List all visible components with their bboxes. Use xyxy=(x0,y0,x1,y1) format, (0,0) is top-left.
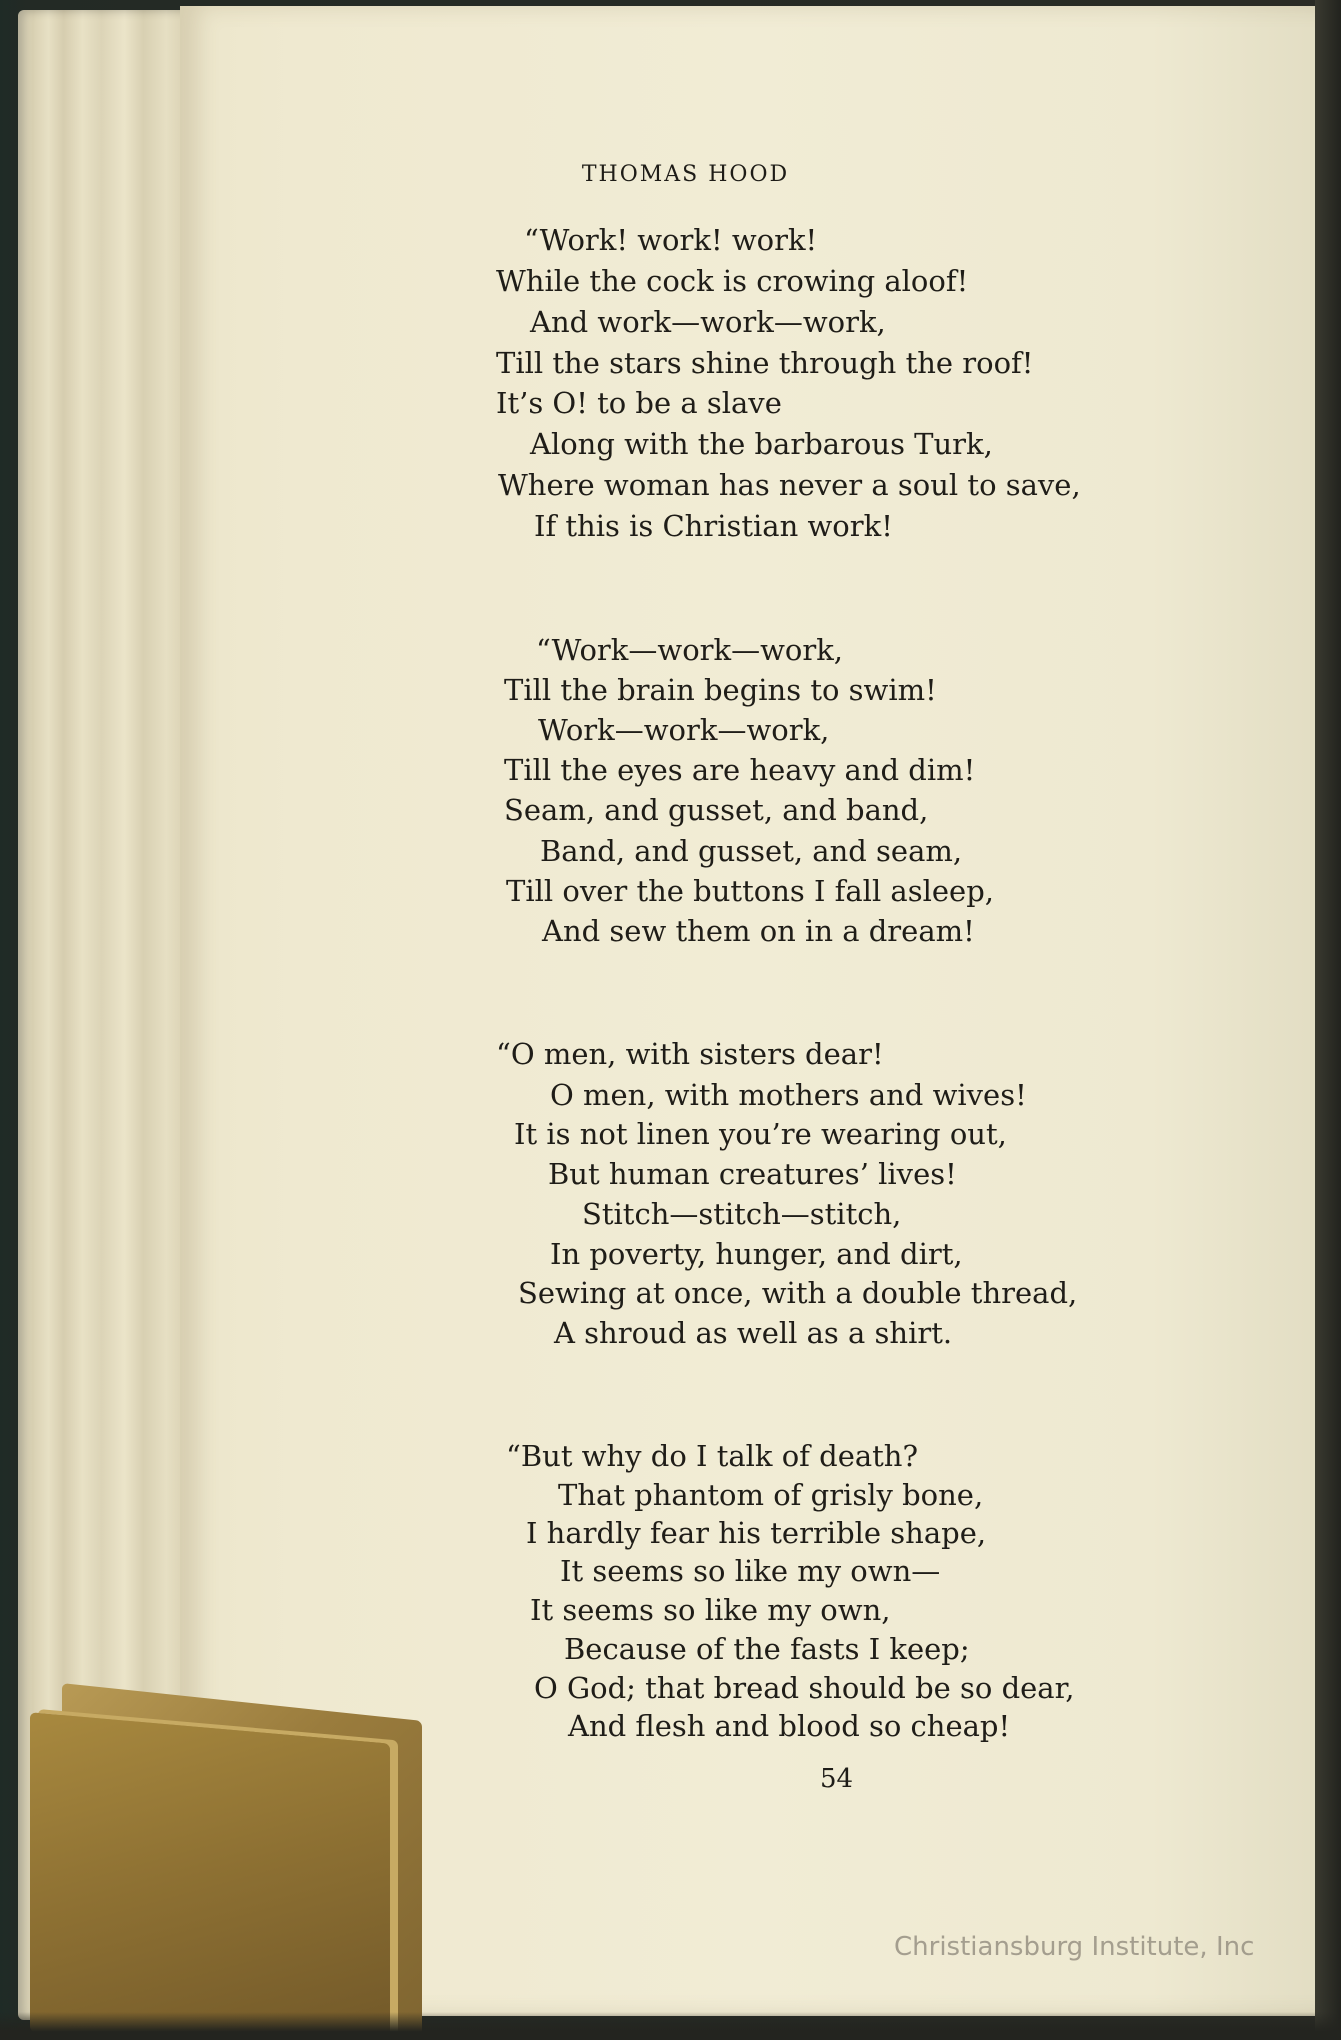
poem-line: While the cock is crowing aloof! xyxy=(496,264,969,298)
poem-line: Stitch—stitch—stitch, xyxy=(582,1197,902,1231)
watermark: Christiansburg Institute, Inc xyxy=(894,1932,1255,1962)
poem-line: It is not linen you’re wearing out, xyxy=(514,1117,1007,1151)
poem-line: “Work—work—work, xyxy=(536,633,844,667)
poem-line: Because of the fasts I keep; xyxy=(564,1632,970,1666)
poem-line: Till over the buttons I fall asleep, xyxy=(506,874,994,908)
poem-line: Where woman has never a soul to save, xyxy=(498,468,1081,502)
poem-line: But human creatures’ lives! xyxy=(548,1157,957,1191)
page-number: 54 xyxy=(820,1764,854,1794)
poem-line: In poverty, hunger, and dirt, xyxy=(550,1237,963,1271)
poem-line: O God; that bread should be so dear, xyxy=(534,1671,1075,1705)
poem-line: That phantom of grisly bone, xyxy=(558,1478,984,1512)
poem-line: O men, with mothers and wives! xyxy=(550,1078,1027,1112)
poem-line: And sew them on in a dream! xyxy=(542,914,975,948)
poem-line: I hardly fear his terrible shape, xyxy=(526,1516,987,1550)
brass-clip-front xyxy=(30,1712,390,2040)
page-right-edge xyxy=(1315,0,1341,2040)
bottom-shadow xyxy=(0,2012,1341,2040)
poem-line: Till the eyes are heavy and dim! xyxy=(504,753,976,787)
poem-line: “Work! work! work! xyxy=(524,223,818,257)
poem-line: It seems so like my own, xyxy=(530,1593,891,1627)
poem-line: It’s O! to be a slave xyxy=(496,386,782,420)
poem-line: Seam, and gusset, and band, xyxy=(504,793,929,827)
poem-line: “O men, with sisters dear! xyxy=(496,1037,884,1071)
running-head: THOMAS HOOD xyxy=(581,162,790,187)
poem-line: If this is Christian work! xyxy=(534,509,893,543)
poem-line: And flesh and blood so cheap! xyxy=(568,1709,1011,1743)
poem-line: Till the brain begins to swim! xyxy=(504,673,937,707)
poem-line: It seems so like my own— xyxy=(560,1554,941,1588)
poem-line: Along with the barbarous Turk, xyxy=(530,427,993,461)
poem-line: A shroud as well as a shirt. xyxy=(554,1316,953,1350)
poem-line: And work—work—work, xyxy=(530,305,886,339)
poem-line: Band, and gusset, and seam, xyxy=(540,834,963,868)
poem-line: Till the stars shine through the roof! xyxy=(496,346,1034,380)
poem-line: Work—work—work, xyxy=(538,713,830,747)
poem-line: “But why do I talk of death? xyxy=(506,1439,919,1473)
poem-line: Sewing at once, with a double thread, xyxy=(518,1276,1078,1310)
